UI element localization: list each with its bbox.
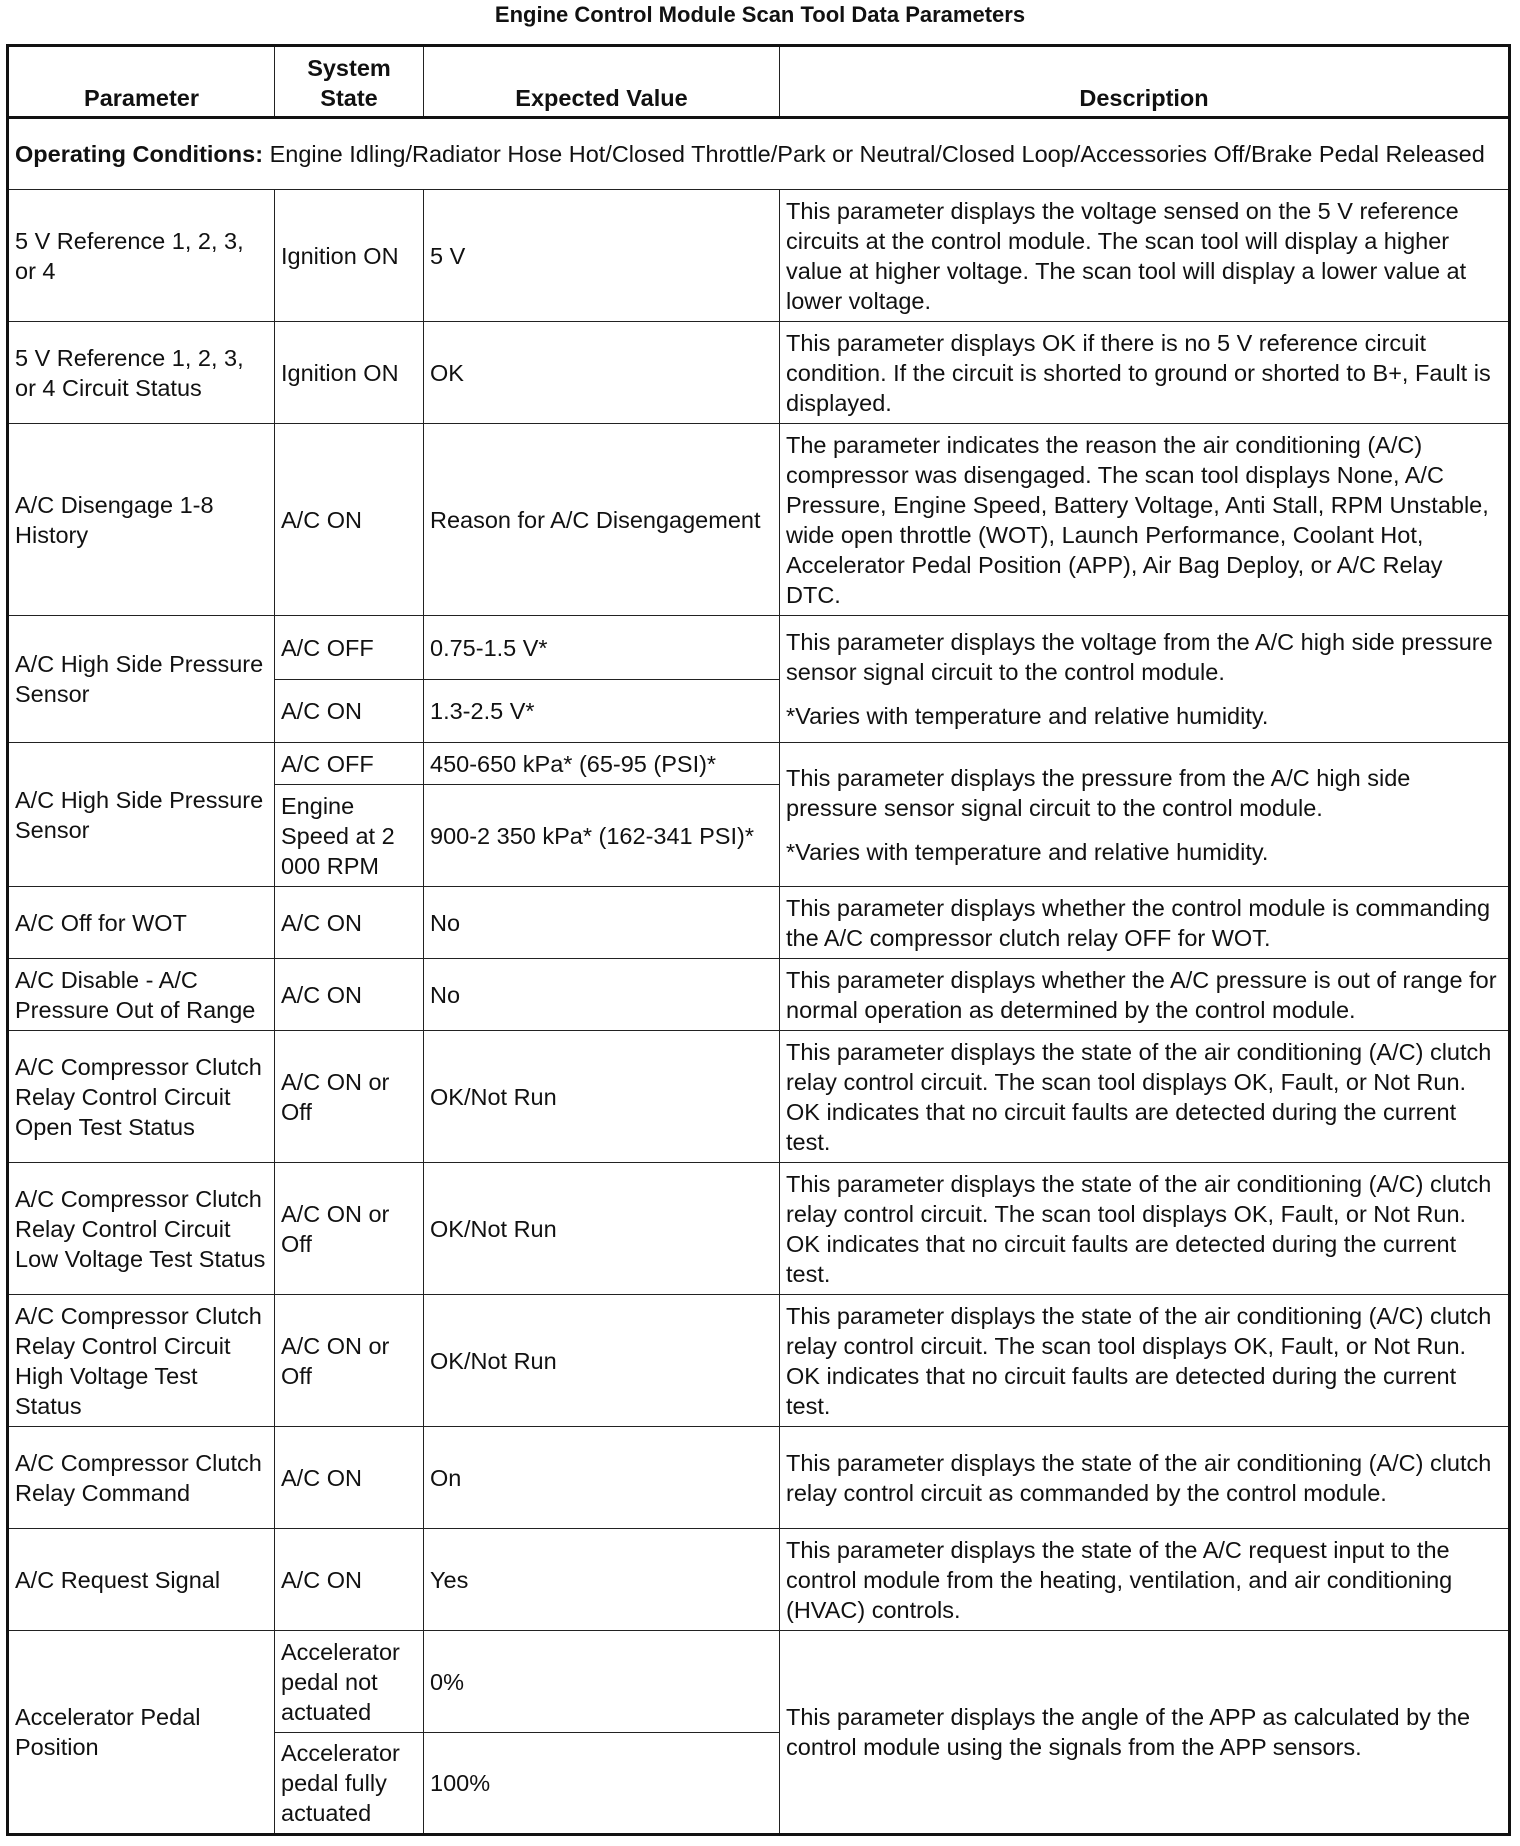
operating-conditions-row (8, 118, 1510, 190)
parameter-cell: 5 V Reference 1, 2, 3, or 4 Circuit Status (8, 322, 275, 424)
description-note: *Varies with temperature and relative humidity. (786, 838, 1269, 865)
table-row (8, 1295, 1510, 1427)
description-cell (780, 743, 1510, 887)
column-header-description: Description (780, 46, 1510, 118)
table-row (8, 322, 1510, 424)
operating-conditions (8, 118, 1510, 190)
system-state-cell: A/C ON or Off (275, 1031, 424, 1163)
parameter-cell: A/C Disable - A/C Pressure Out of Range (8, 959, 275, 1031)
description-cell: This parameter displays the state of the air conditioning (A/C) clutch relay control circuit as commanded by the control module. (780, 1427, 1510, 1529)
table-row (8, 1163, 1510, 1295)
description-note: *Varies with temperature and relative humidity. (786, 703, 1269, 729)
system-state-cell: A/C ON or Off (275, 1163, 424, 1295)
table-row (8, 1631, 1510, 1733)
table-row (8, 1529, 1510, 1631)
system-state-cell: A/C ON (275, 424, 424, 616)
column-header-expected-value: Expected Value (424, 46, 780, 118)
system-state-cell: Accelerator pedal fully actuated (275, 1733, 424, 1835)
table-row (8, 959, 1510, 1031)
system-state-cell: Ignition ON (275, 322, 424, 424)
expected-value-cell: Reason for A/C Disengagement (424, 424, 780, 616)
description-cell: This parameter displays the state of the air conditioning (A/C) clutch relay control circuit. The scan tool displays OK, Fault, or Not Run. OK indicates that no circuit faults are detected during the current test. (780, 1295, 1510, 1427)
description-cell: This parameter displays the angle of the APP as calculated by the control module using the signals from the APP sensors. (780, 1631, 1510, 1835)
table-row (8, 1031, 1510, 1163)
parameter-cell: A/C High Side Pressure Sensor (8, 743, 275, 887)
parameter-cell: A/C Request Signal (8, 1529, 275, 1631)
page-title: Engine Control Module Scan Tool Data Parameters (494, 2, 1026, 27)
table-row (8, 887, 1510, 959)
system-state-cell: A/C ON (275, 959, 424, 1031)
parameter-cell: A/C Disengage 1-8 History (8, 424, 275, 616)
description-text: This parameter displays the pressure from the A/C high side pressure sensor signal circuit to the control module. (786, 764, 1411, 821)
scan-data-table (6, 44, 1511, 1836)
parameter-cell: A/C Compressor Clutch Relay Command (8, 1427, 275, 1529)
expected-value-cell: No (424, 959, 780, 1031)
description-cell: This parameter displays the state of the air conditioning (A/C) clutch relay control circuit. The scan tool displays OK, Fault, or Not Run. OK indicates that no circuit faults are detected during the current test. (780, 1031, 1510, 1163)
parameter-cell: A/C Compressor Clutch Relay Control Circuit High Voltage Test Status (8, 1295, 275, 1427)
column-header-system-state: System State (275, 46, 424, 118)
system-state-cell: A/C OFF (275, 616, 424, 680)
expected-value-cell: OK/Not Run (424, 1031, 780, 1163)
description-cell: This parameter displays OK if there is no 5 V reference circuit condition. If the circuit is shorted to ground or shorted to B+, Fault is displayed. (780, 322, 1510, 424)
system-state-cell: Accelerator pedal not actuated (275, 1631, 424, 1733)
column-header-parameter: Parameter (8, 46, 275, 118)
expected-value-cell: Yes (424, 1529, 780, 1631)
description-cell: This parameter displays whether the control module is commanding the A/C compressor clutch relay OFF for WOT. (780, 887, 1510, 959)
expected-value-cell: OK/Not Run (424, 1163, 780, 1295)
table-row (8, 424, 1510, 616)
system-state-cell: Engine Speed at 2 000 RPM (275, 785, 424, 887)
description-cell: This parameter displays the state of the air conditioning (A/C) clutch relay control circuit. The scan tool displays OK, Fault, or Not Run. OK indicates that no circuit faults are detected during the current test. (780, 1163, 1510, 1295)
operating-conditions-text: Engine Idling/Radiator Hose Hot/Closed Throttle/Park or Neutral/Closed Loop/Accessories Off/Brake Pedal Released (269, 141, 1485, 167)
expected-value-cell: OK/Not Run (424, 1295, 780, 1427)
system-state-cell: A/C ON (275, 1529, 424, 1631)
expected-value-cell: No (424, 887, 780, 959)
system-state-cell: A/C ON (275, 680, 424, 743)
expected-value-cell: 1.3-2.5 V* (424, 680, 780, 743)
expected-value-cell: 100% (424, 1733, 780, 1835)
expected-value-cell: 450-650 kPa* (65-95 (PSI)* (424, 743, 780, 785)
system-state-cell: A/C ON (275, 887, 424, 959)
expected-value-cell: 0.75-1.5 V* (424, 616, 780, 680)
table-row (8, 190, 1510, 322)
expected-value-cell: 5 V (424, 190, 780, 322)
system-state-cell: A/C OFF (275, 743, 424, 785)
system-state-cell: Ignition ON (275, 190, 424, 322)
description-cell: The parameter indicates the reason the air conditioning (A/C) compressor was disengaged. The scan tool displays None, A/C Pressure, Engine Speed, Battery Voltage, Anti Stall, RPM Unstable, wide open throttle (WOT), Launch Performance, Coolant Hot, Accelerator Pedal Position (APP), Air Bag Deploy, or A/C Relay DTC. (780, 424, 1510, 616)
parameter-cell: A/C Compressor Clutch Relay Control Circuit Open Test Status (8, 1031, 275, 1163)
expected-value-cell: 0% (424, 1631, 780, 1733)
parameter-cell: A/C Off for WOT (8, 887, 275, 959)
table-row (8, 743, 1510, 785)
parameter-cell: 5 V Reference 1, 2, 3, or 4 (8, 190, 275, 322)
parameter-cell: Accelerator Pedal Position (8, 1631, 275, 1835)
operating-conditions-label: Operating Conditions: (15, 141, 264, 167)
expected-value-cell: OK (424, 322, 780, 424)
expected-value-cell: 900-2 350 kPa* (162-341 PSI)* (424, 785, 780, 887)
table-row (8, 616, 1510, 680)
system-state-cell: A/C ON (275, 1427, 424, 1529)
parameter-cell: A/C Compressor Clutch Relay Control Circuit Low Voltage Test Status (8, 1163, 275, 1295)
description-cell: This parameter displays the voltage sensed on the 5 V reference circuits at the control module. The scan tool will display a higher value at higher voltage. The scan tool will display a lower value at lower voltage. (780, 190, 1510, 322)
table-row (8, 1427, 1510, 1529)
table-header-row (8, 46, 1510, 118)
parameter-cell: A/C High Side Pressure Sensor (8, 616, 275, 743)
description-text: This parameter displays the voltage from the A/C high side pressure sensor signal circuit to the control module. (786, 629, 1493, 685)
description-cell: This parameter displays the state of the A/C request input to the control module from the heating, ventilation, and air conditioning (HVAC) controls. (780, 1529, 1510, 1631)
description-cell: This parameter displays whether the A/C pressure is out of range for normal operation as determined by the control module. (780, 959, 1510, 1031)
description-cell (780, 616, 1510, 743)
expected-value-cell: On (424, 1427, 780, 1529)
system-state-cell: A/C ON or Off (275, 1295, 424, 1427)
